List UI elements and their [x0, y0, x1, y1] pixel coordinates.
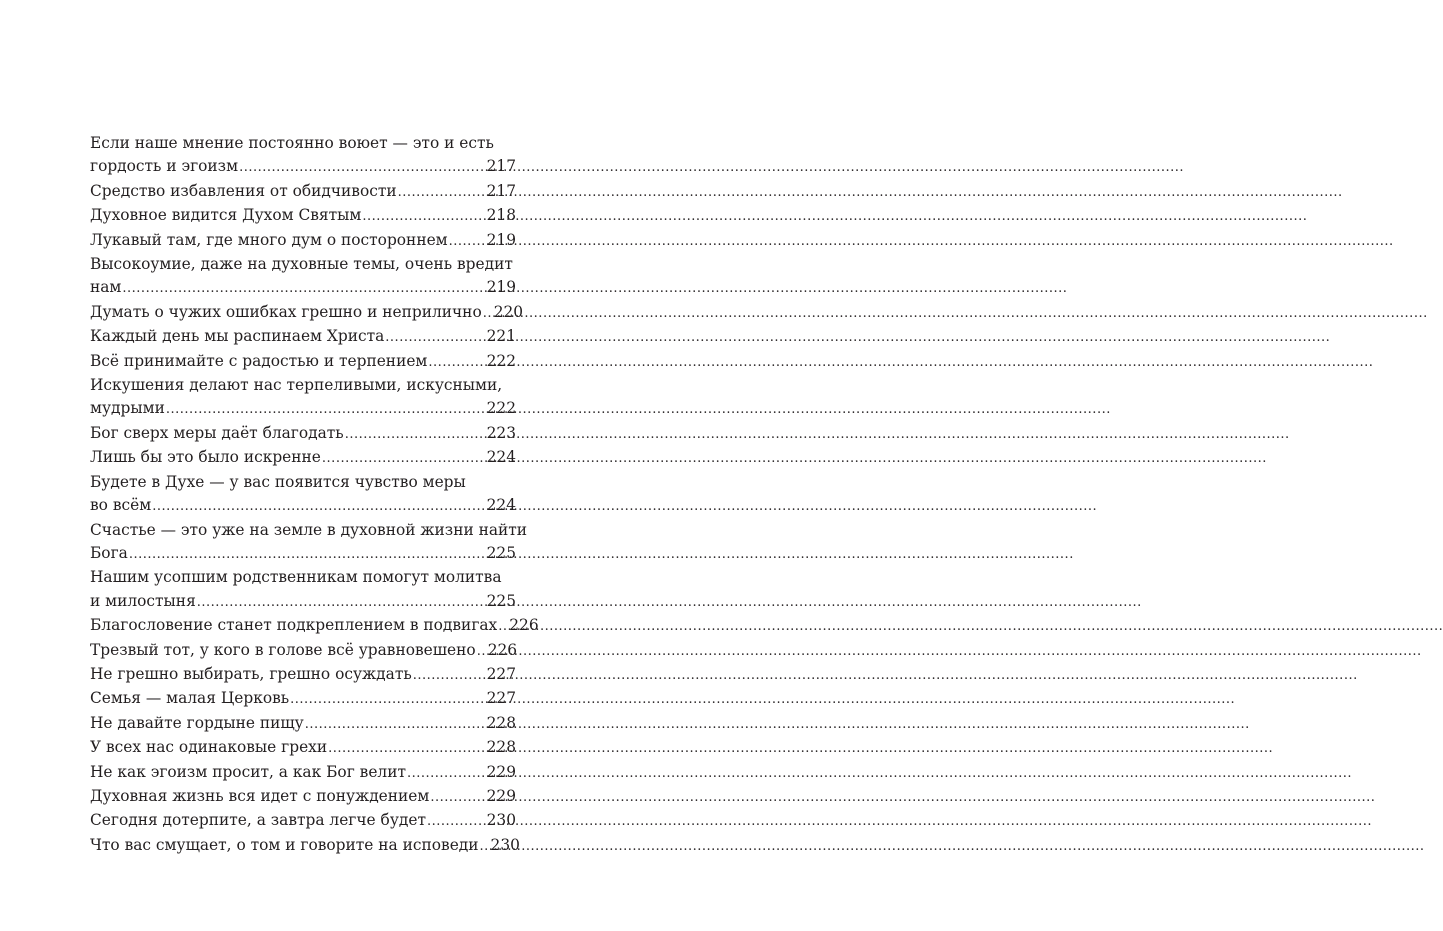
toc-entry-title-line: Искушения делают нас терпеливыми, искусными,	[90, 376, 503, 395]
book-page	[0, 0, 600, 931]
toc-entry-page-number: 217	[486, 157, 516, 176]
toc-entry	[90, 132, 516, 180]
toc-entry-page-number: 230	[490, 835, 520, 854]
toc-entry-title: Лишь бы это было искренне	[90, 448, 321, 467]
toc-entry-page-number: 222	[486, 399, 516, 418]
dot-leader	[398, 181, 486, 204]
toc-entry-page-number: 227	[486, 664, 516, 683]
dot-leader	[430, 786, 485, 809]
toc-entry-title: Что вас смущает, о том и говорите на исповеди	[90, 835, 479, 854]
toc-entry-page-number: 223	[486, 423, 516, 442]
toc-entry-title-line: Нашим усопшим родственникам помогут молитва	[90, 568, 502, 587]
toc-entry-title: Духовное видится Духом Святым	[90, 206, 362, 225]
toc-entry-title: Не давайте гордыне пищу	[90, 713, 304, 732]
toc-entry-page-number: 228	[486, 713, 516, 732]
toc-entry-title: Думать о чужих ошибках грешно и неприлично	[90, 302, 482, 321]
toc-entry	[90, 229, 516, 253]
toc-entry	[90, 301, 524, 325]
dot-leader	[166, 398, 486, 421]
toc-entry-page-number: 222	[486, 351, 516, 370]
toc-entry-leader-row	[90, 834, 520, 858]
toc-entry	[90, 614, 539, 638]
toc-entry-leader-row	[90, 229, 516, 253]
toc-entry-page-number: 226	[487, 640, 518, 659]
dot-leader	[122, 277, 485, 300]
toc-entry-leader-row	[90, 276, 516, 300]
toc-entry-page-number: 224	[486, 496, 516, 515]
dot-leader	[322, 447, 486, 470]
toc-entry	[90, 519, 528, 567]
toc-entry	[90, 325, 516, 349]
toc-entry-page-number: 217	[486, 181, 516, 200]
toc-entry-leader-row	[90, 687, 516, 711]
toc-entry-leader-row	[90, 663, 516, 687]
toc-entry-page-number: 228	[486, 738, 516, 757]
toc-entry-title: и милостыня	[90, 591, 196, 610]
toc-entry-page-number: 229	[486, 762, 516, 781]
dot-leader	[152, 495, 485, 518]
toc-entry	[90, 253, 516, 301]
dot-leader	[290, 688, 485, 711]
toc-entry-page-number: 218	[486, 206, 516, 225]
toc-entry-page-number: 227	[486, 689, 516, 708]
toc-entry-leader-row	[90, 542, 516, 566]
toc-entry	[90, 834, 520, 858]
toc-entry-title: Бог сверх меры даёт благодать	[90, 423, 344, 442]
toc-entry	[90, 350, 516, 374]
toc-entry-title-line: Счастье — это уже на земле в духовной жизни найти	[90, 520, 528, 539]
dot-leader	[362, 205, 485, 228]
toc-entry-title-line: Если наше мнение постоянно воюет — это и есть	[90, 134, 494, 152]
toc-entry-page-number: 226	[509, 616, 539, 635]
toc-entry-title: Благословение станет подкреплением в подвигах	[90, 616, 498, 635]
toc-entry-leader-row	[90, 422, 516, 446]
toc-entry-title: Средство избавления от обидчивости	[90, 181, 397, 200]
toc-entry-leader-row	[90, 761, 516, 785]
toc-entry-page-number: 221	[486, 327, 516, 346]
toc-entry	[90, 663, 516, 687]
toc-entry	[90, 471, 516, 519]
dot-leader	[129, 543, 486, 566]
dot-leader	[407, 762, 486, 785]
toc-entry-page-number: 225	[486, 543, 516, 562]
toc-entry-leader-row	[90, 614, 539, 638]
dot-leader	[483, 302, 493, 325]
toc-entry	[90, 204, 516, 228]
toc-entry-title: Не грешно выбирать, грешно осуждать	[90, 664, 412, 683]
dot-leader	[197, 591, 486, 614]
toc-entry	[90, 687, 516, 711]
toc-entry	[90, 180, 516, 204]
dot-leader	[498, 615, 508, 638]
toc-entry-title: Каждый день мы распинаем Христа	[90, 327, 385, 346]
toc-entry-title: Семья — малая Церковь	[90, 689, 290, 708]
toc-entry-page-number: 224	[486, 448, 516, 467]
toc-entry-page-number: 219	[486, 278, 516, 297]
toc-entry-title: во всём	[90, 496, 152, 515]
toc-entry-title: нам	[90, 278, 122, 297]
toc-entry-title: Не как эгоизм просит, а как Бог велит	[90, 762, 406, 781]
dot-leader	[239, 156, 486, 179]
dot-leader	[328, 737, 485, 760]
toc-entry-title: Бога	[90, 543, 128, 562]
toc-entry-leader-row	[90, 301, 524, 325]
toc-entry-leader-row	[90, 350, 516, 374]
dot-leader	[477, 640, 487, 663]
toc-entry-page-number: 225	[486, 591, 516, 610]
dot-leader	[428, 351, 485, 374]
toc-entry	[90, 446, 516, 470]
dot-leader	[413, 664, 486, 687]
toc-entry-leader-row	[90, 325, 516, 349]
dot-leader	[449, 230, 486, 253]
toc-entry	[90, 374, 516, 422]
toc-entry	[90, 736, 516, 760]
toc-entry-leader-row	[90, 712, 516, 736]
toc-entry-title: Духовная жизнь вся идет с понуждением	[90, 786, 430, 805]
table-of-contents	[90, 132, 539, 858]
dot-leader	[480, 835, 490, 858]
toc-entry-leader-row	[90, 494, 516, 518]
toc-entry-title: Лукавый там, где много дум о постороннем	[90, 230, 448, 249]
toc-entry-title: У всех нас одинаковые грехи	[90, 738, 328, 757]
toc-entry-leader-row	[90, 785, 516, 809]
toc-entry-leader-row	[90, 639, 516, 663]
toc-entry-title: гордость и эгоизм	[90, 157, 239, 176]
toc-entry	[90, 422, 516, 446]
toc-entry-leader-row	[90, 736, 516, 760]
toc-entry-leader-row	[90, 204, 516, 228]
dot-leader	[305, 713, 486, 736]
toc-entry-leader-row	[90, 155, 516, 179]
toc-entry-leader-row	[90, 590, 516, 614]
toc-entry	[90, 566, 516, 614]
toc-entry-page-number: 229	[486, 786, 516, 805]
toc-entry-title: Сегодня дотерпите, а завтра легче будет	[90, 811, 426, 830]
toc-entry-leader-row	[90, 809, 516, 833]
toc-entry	[90, 712, 516, 736]
toc-entry-leader-row	[90, 180, 516, 204]
toc-entry	[90, 761, 516, 785]
dot-leader	[385, 326, 485, 349]
toc-entry-title-line: Будете в Духе — у вас появится чувство меры	[90, 472, 466, 491]
toc-entry-title: Трезвый тот, у кого в голове всё уравновешено	[90, 640, 476, 659]
toc-entry-leader-row	[90, 446, 516, 470]
toc-entry-title-line: Высокоумие, даже на духовные темы, очень вредит	[90, 255, 513, 274]
toc-entry-leader-row	[90, 397, 516, 421]
toc-entry-page-number: 230	[486, 811, 516, 830]
toc-entry	[90, 639, 516, 663]
toc-entry	[90, 809, 516, 833]
dot-leader	[345, 423, 486, 446]
toc-entry-title: мудрыми	[90, 399, 165, 418]
toc-entry-title: Всё принимайте с радостью и терпением	[90, 351, 428, 370]
toc-entry-page-number: 219	[486, 230, 516, 249]
toc-entry-page-number: 220	[493, 302, 524, 321]
dot-leader	[427, 810, 486, 833]
toc-entry	[90, 785, 516, 809]
